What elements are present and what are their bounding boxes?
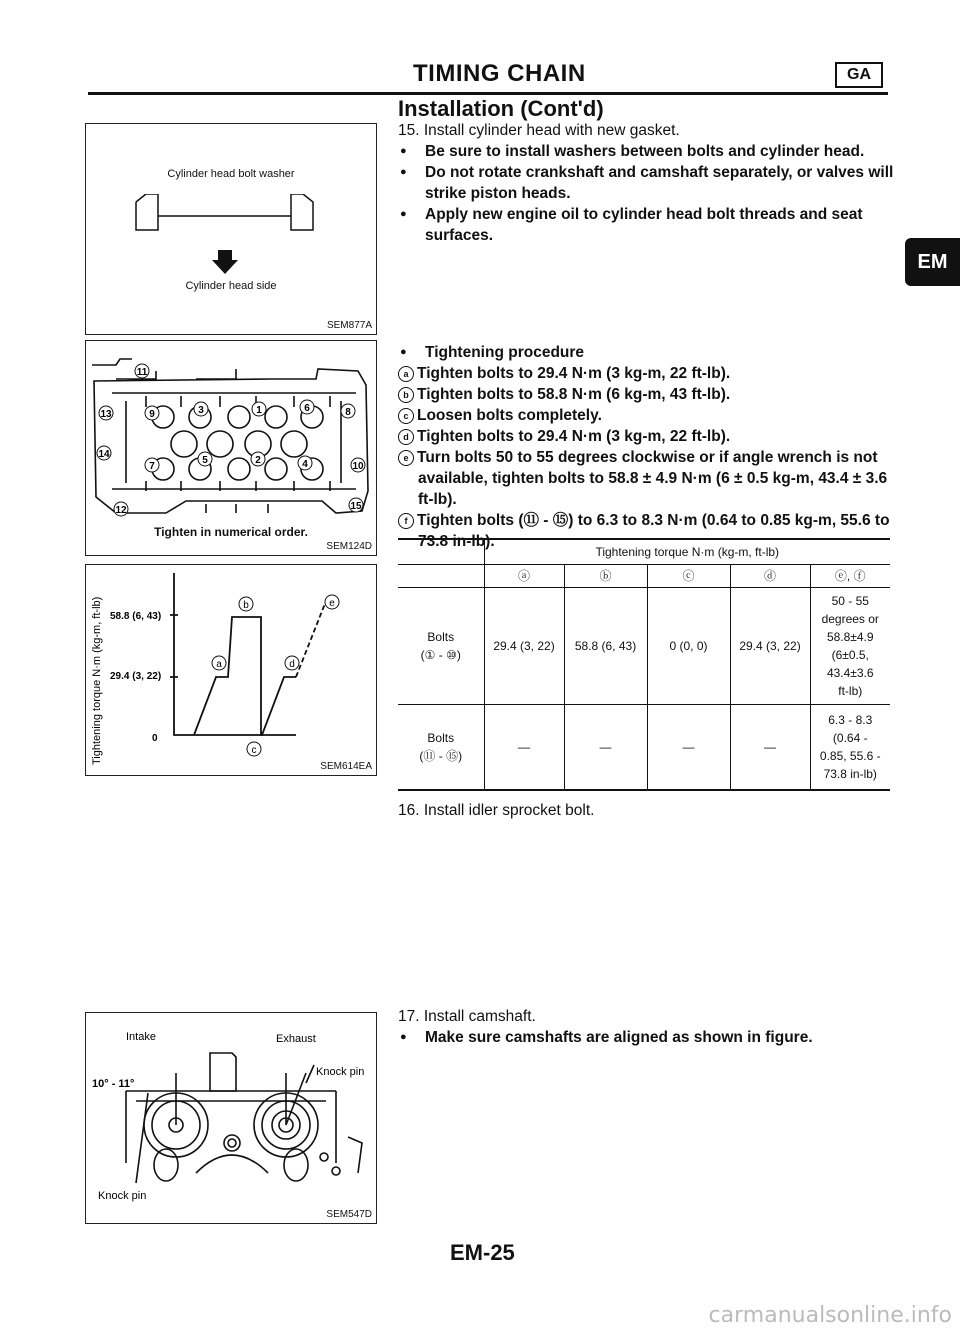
page-number: EM-25 bbox=[450, 1240, 515, 1265]
table-cell: 0 (0, 0) bbox=[647, 588, 730, 705]
procedure-step-c: c Loosen bolts completely. bbox=[398, 405, 898, 426]
table-cell: — bbox=[730, 705, 810, 791]
bolt-7-marker bbox=[145, 458, 159, 472]
step-15 bbox=[398, 120, 898, 246]
graph-step-b bbox=[239, 597, 253, 611]
washer-figure bbox=[85, 123, 377, 335]
arrow-down-icon bbox=[212, 250, 238, 274]
graph-y-zero: 0 bbox=[152, 733, 158, 744]
step-15-bullet-3: ● Apply new engine oil to cylinder head bolt threads and seat surfaces. bbox=[398, 204, 898, 246]
table-cell: 50 - 55 degrees or 58.8±4.9 (6±0.5, 43.4±3.6 ft-lb) bbox=[810, 588, 890, 705]
step-letter-a: a bbox=[398, 366, 414, 382]
figure-code: SEM124D bbox=[326, 541, 372, 552]
table-row bbox=[398, 705, 890, 791]
table-row bbox=[398, 588, 890, 705]
svg-text:9: 9 bbox=[149, 409, 155, 420]
svg-text:6: 6 bbox=[304, 403, 310, 414]
bolt-10-marker bbox=[351, 458, 365, 472]
figure-code: SEM614EA bbox=[320, 761, 372, 772]
table-cell: — bbox=[647, 705, 730, 791]
step-letter-e: e bbox=[398, 450, 414, 466]
step-letter-b: b bbox=[398, 387, 414, 403]
torque-table bbox=[398, 540, 890, 791]
table-header-d: ⓓ bbox=[730, 565, 810, 588]
svg-text:1: 1 bbox=[256, 405, 262, 416]
svg-text:14: 14 bbox=[98, 449, 110, 460]
table-cell: 29.4 (3, 22) bbox=[484, 588, 564, 705]
graph-step-d bbox=[285, 656, 299, 670]
step-17-bullet: ● Make sure camshafts are aligned as shown in figure. bbox=[398, 1027, 898, 1048]
page-title: TIMING CHAIN bbox=[413, 60, 586, 87]
svg-text:8: 8 bbox=[345, 407, 351, 418]
watermark: carmanualsonline.info bbox=[708, 1303, 952, 1328]
procedure-step-e: e Turn bolts 50 to 55 degrees clockwise or if angle wrench is not available, tighten bolts to 58.8 ± 4.9 N·m (6 ± 0.5 kg-m, 43.4 ± 3.6 ft-lb). bbox=[398, 447, 898, 510]
camshaft-diagram bbox=[86, 1013, 376, 1223]
em-side-tab bbox=[905, 238, 960, 286]
camshaft-figure bbox=[85, 1012, 377, 1224]
washer-top-label: Cylinder head bolt washer bbox=[167, 168, 295, 180]
svg-text:e: e bbox=[329, 598, 335, 609]
figure-code: SEM877A bbox=[326, 320, 372, 331]
svg-text:d: d bbox=[289, 659, 295, 670]
cylinder-head-diagram bbox=[86, 341, 376, 531]
step-16: 16. Install idler sprocket bolt. bbox=[398, 802, 595, 819]
row-label: Bolts bbox=[427, 630, 455, 644]
row-label-range: (① - ⑩) bbox=[420, 648, 461, 662]
knock-pin-bottom-label: Knock pin bbox=[98, 1190, 147, 1202]
tightening-procedure bbox=[398, 342, 898, 552]
graph-y-high: 58.8 (6, 43) bbox=[110, 611, 162, 622]
table-header-ef: ⓔ, ⓕ bbox=[810, 565, 890, 588]
svg-text:b: b bbox=[243, 600, 249, 611]
table-caption-row bbox=[398, 540, 890, 565]
step-15-title: 15. Install cylinder head with new gasket. bbox=[398, 122, 680, 139]
bolt-2-marker bbox=[251, 452, 265, 466]
angle-label: 10° - 11° bbox=[92, 1078, 135, 1090]
svg-text:7: 7 bbox=[149, 461, 155, 472]
bolt-3-marker bbox=[194, 402, 208, 416]
table-cell: 29.4 (3, 22) bbox=[730, 588, 810, 705]
figure-code: SEM547D bbox=[326, 1209, 372, 1220]
bolt-order-figure bbox=[85, 340, 377, 556]
bolt-15-marker bbox=[349, 498, 363, 512]
step-17-title: 17. Install camshaft. bbox=[398, 1008, 536, 1025]
exhaust-label: Exhaust bbox=[276, 1033, 316, 1045]
svg-text:13: 13 bbox=[100, 409, 112, 420]
bolt-6-marker bbox=[300, 400, 314, 414]
step-letter-c: c bbox=[398, 408, 414, 424]
procedure-step-f: f Tighten bolts (⑪ - ⑮) to 6.3 to 8.3 N·m (0.64 to 0.85 kg-m, 55.6 to 73.8 in-lb). bbox=[398, 510, 898, 552]
graph-ylabel: Tightening torque N·m (kg-m, ft-lb) bbox=[91, 596, 103, 765]
procedure-step-b: b Tighten bolts to 58.8 N·m (6 kg-m, 43 ft-lb). bbox=[398, 384, 898, 405]
procedure-title: ● Tightening procedure bbox=[398, 342, 898, 363]
bolt-order-caption: Tighten in numerical order. bbox=[154, 525, 308, 539]
bolt-1-marker bbox=[252, 402, 266, 416]
knock-pin-top-label: Knock pin bbox=[316, 1066, 365, 1078]
graph-step-c bbox=[247, 742, 261, 756]
svg-text:4: 4 bbox=[302, 459, 308, 470]
bolt-4-marker bbox=[298, 456, 312, 470]
graph-step-a bbox=[212, 656, 226, 670]
step-15-bullet-2: ● Do not rotate crankshaft and camshaft separately, or valves will strike piston heads. bbox=[398, 162, 898, 204]
intake-label: Intake bbox=[126, 1031, 156, 1043]
step-letter-f: f bbox=[398, 513, 414, 529]
row-label: Bolts bbox=[427, 731, 455, 745]
torque-table-container bbox=[398, 538, 890, 791]
row-label-range: (⑪ - ⑮) bbox=[419, 749, 463, 763]
washer-bottom-label: Cylinder head side bbox=[185, 280, 277, 292]
svg-text:a: a bbox=[216, 659, 222, 670]
svg-text:c: c bbox=[251, 745, 257, 756]
svg-text:5: 5 bbox=[202, 455, 208, 466]
step-17 bbox=[398, 1006, 898, 1048]
table-cell: 6.3 - 8.3 (0.64 - 0.85, 55.6 - 73.8 in-lb) bbox=[810, 705, 890, 791]
table-cell: — bbox=[564, 705, 647, 791]
side-tab-label: EM bbox=[917, 250, 948, 273]
svg-text:12: 12 bbox=[115, 505, 127, 516]
header-rule bbox=[88, 92, 888, 95]
table-cell: 58.8 (6, 43) bbox=[564, 588, 647, 705]
section-subheading: Installation (Cont'd) bbox=[398, 96, 604, 121]
table-header-a: ⓐ bbox=[484, 565, 564, 588]
bolt-13-marker bbox=[99, 406, 113, 420]
graph-step-e bbox=[325, 595, 339, 609]
table-header-c: ⓒ bbox=[647, 565, 730, 588]
procedure-step-a: a Tighten bolts to 29.4 N·m (3 kg-m, 22 ft-lb). bbox=[398, 363, 898, 384]
bolt-8-marker bbox=[341, 404, 355, 418]
step-letter-d: d bbox=[398, 429, 414, 445]
svg-text:3: 3 bbox=[198, 405, 204, 416]
washer-diagram bbox=[86, 194, 376, 294]
svg-text:2: 2 bbox=[255, 455, 261, 466]
section-badge: GA bbox=[835, 62, 883, 88]
torque-graph bbox=[86, 565, 376, 775]
svg-text:15: 15 bbox=[350, 501, 362, 512]
bolt-5-marker bbox=[198, 452, 212, 466]
table-caption: Tightening torque N·m (kg-m, ft-lb) bbox=[484, 540, 890, 565]
table-header-b: ⓑ bbox=[564, 565, 647, 588]
table-header-row bbox=[398, 565, 890, 588]
bolt-14-marker bbox=[97, 446, 111, 460]
step-15-bullet-1: ● Be sure to install washers between bolts and cylinder head. bbox=[398, 141, 898, 162]
svg-text:11: 11 bbox=[136, 367, 148, 378]
graph-y-low: 29.4 (3, 22) bbox=[110, 671, 162, 682]
procedure-step-d: d Tighten bolts to 29.4 N·m (3 kg-m, 22 ft-lb). bbox=[398, 426, 898, 447]
bolt-9-marker bbox=[145, 406, 159, 420]
bolt-12-marker bbox=[114, 502, 128, 516]
bolt-11-marker bbox=[135, 364, 149, 378]
torque-graph-figure bbox=[85, 564, 377, 776]
svg-text:10: 10 bbox=[352, 461, 364, 472]
table-cell: — bbox=[484, 705, 564, 791]
